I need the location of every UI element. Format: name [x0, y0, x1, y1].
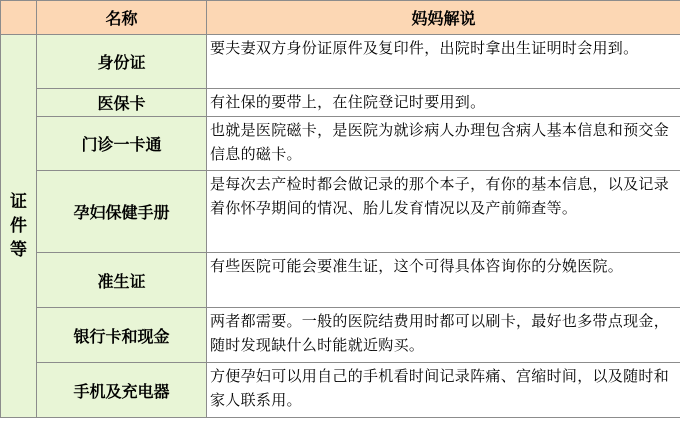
item-name: 手机及充电器 [37, 363, 207, 418]
category-char: 件 [10, 216, 27, 236]
item-name: 银行卡和现金 [37, 308, 207, 363]
header-category-cell [1, 1, 37, 35]
table-row [1, 89, 680, 117]
item-desc: 两者都需要。一般的医院结费用时都可以刷卡，最好也多带点现金，随时发现缺什么时能就近购买。 [207, 308, 680, 363]
header-row [1, 1, 680, 35]
table-row [1, 117, 680, 171]
item-desc: 是每次去产检时都会做记录的那个本子，有你的基本信息，以及记录着你怀孕期间的情况、胎儿发育情况以及产前筛查等。 [207, 171, 680, 253]
table-row [1, 363, 680, 418]
item-desc: 有些医院可能会要准生证，这个可得具体咨询你的分娩医院。 [207, 253, 680, 308]
item-name: 门诊一卡通 [37, 117, 207, 171]
item-desc: 要夫妻双方身份证原件及复印件，出院时拿出生证明时会用到。 [207, 35, 680, 89]
header-name-cell: 名称 [37, 1, 207, 35]
item-name: 准生证 [37, 253, 207, 308]
item-desc: 也就是医院磁卡，是医院为就诊病人办理包含病人基本信息和预交金信息的磁卡。 [207, 117, 680, 171]
item-name: 孕妇保健手册 [37, 171, 207, 253]
header-desc-cell: 妈妈解说 [207, 1, 680, 35]
category-cell [1, 35, 37, 418]
table-row [1, 253, 680, 308]
item-desc: 有社保的要带上，在住院登记时要用到。 [207, 89, 680, 117]
item-name: 医保卡 [37, 89, 207, 117]
category-char: 等 [10, 240, 27, 260]
category-char: 证 [10, 192, 27, 212]
table-row [1, 171, 680, 253]
table-row [1, 35, 680, 89]
item-name: 身份证 [37, 35, 207, 89]
table-row [1, 308, 680, 363]
item-desc: 方便孕妇可以用自己的手机看时间记录阵痛、宫缩时间，以及随时和家人联系用。 [207, 363, 680, 418]
